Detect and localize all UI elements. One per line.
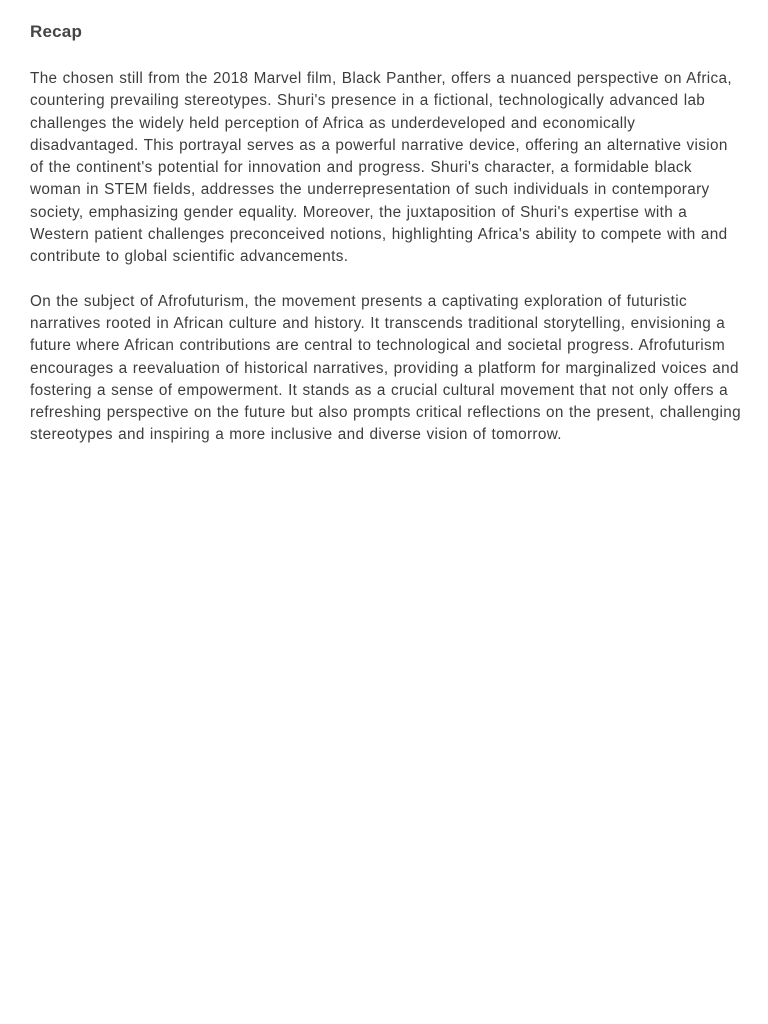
recap-body — [30, 68, 746, 447]
paragraph-afrofuturism: On the subject of Afrofuturism, the movement presents a captivating exploration of futuristic narratives rooted in African culture and history. It transcends traditional storytelling, envisioning a future where African contributions are central to technological and societal progress. Afrofuturism encourages a reevaluation of historical narratives, providing a platform for marginalized voices and fostering a sense of empowerment. It stands as a crucial cultural movement that not only offers a refreshing perspective on the future but also prompts critical reflections on the present, challenging stereotypes and inspiring a more inclusive and diverse vision of tomorrow. — [30, 292, 741, 444]
page-title: Recap — [30, 22, 83, 41]
paragraph-black-panther: The chosen still from the 2018 Marvel film, Black Panther, offers a nuanced perspective on Africa, countering prevailing stereotypes. Shuri's presence in a fictional, technologically advanced lab challenges the widely held perception of Africa as underdeveloped and economically disadvantaged. This portrayal serves as a powerful narrative device, offering an alternative vision of the continent's potential for innovation and progress. Shuri's character, a formidable black woman in STEM fields, addresses the underrepresentation of such individuals in contemporary society, emphasizing gender equality. Moreover, the juxtaposition of Shuri's expertise with a Western patient challenges preconceived notions, highlighting Africa's ability to compete with and contribute to global scientific advancements. — [30, 70, 732, 266]
